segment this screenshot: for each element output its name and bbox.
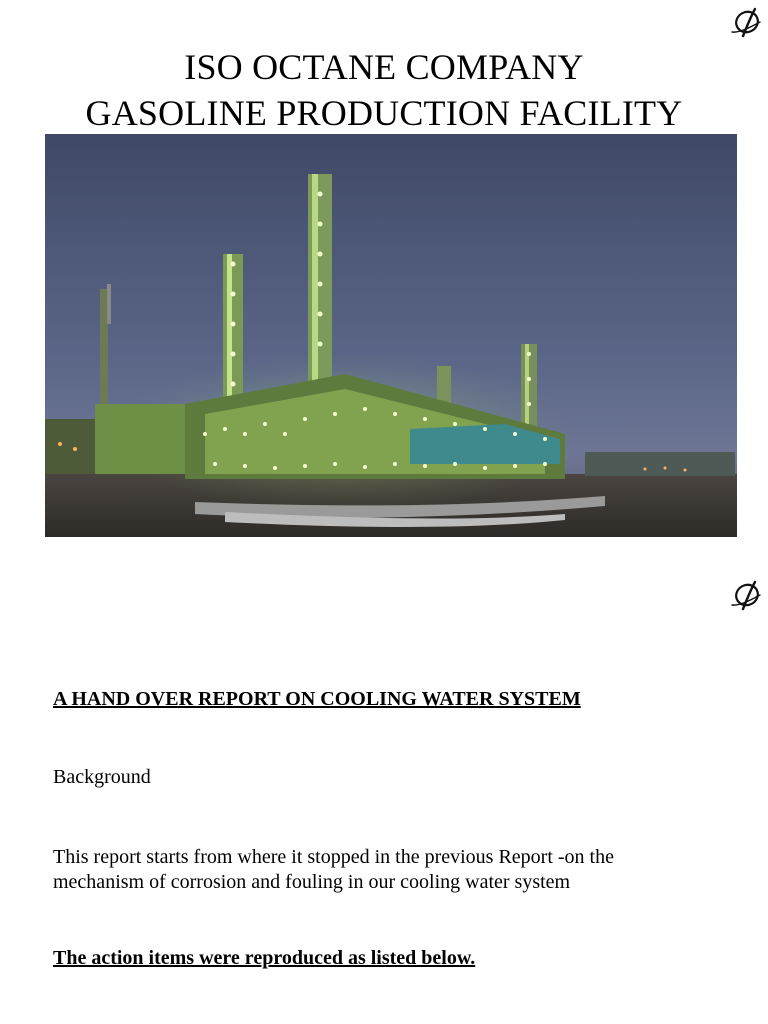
company-name: ISO OCTANE COMPANY xyxy=(184,47,584,87)
intro-paragraph xyxy=(53,845,703,895)
company-logo-icon xyxy=(729,6,763,40)
facility-name: GASOLINE PRODUCTION FACILITY xyxy=(85,93,683,133)
company-logo-icon xyxy=(729,579,763,613)
action-items-heading: The action items were reproduced as listed below. xyxy=(53,947,476,969)
paragraph-line: This report starts from where it stopped in the previous Report -on the xyxy=(53,846,614,868)
section-label: Background xyxy=(53,766,151,788)
refinery-photo xyxy=(45,134,737,537)
paragraph-line: mechanism of corrosion and fouling in our cooling water system xyxy=(53,871,571,893)
document-title xyxy=(0,44,768,136)
report-heading: A HAND OVER REPORT ON COOLING WATER SYSTEM xyxy=(53,688,581,710)
